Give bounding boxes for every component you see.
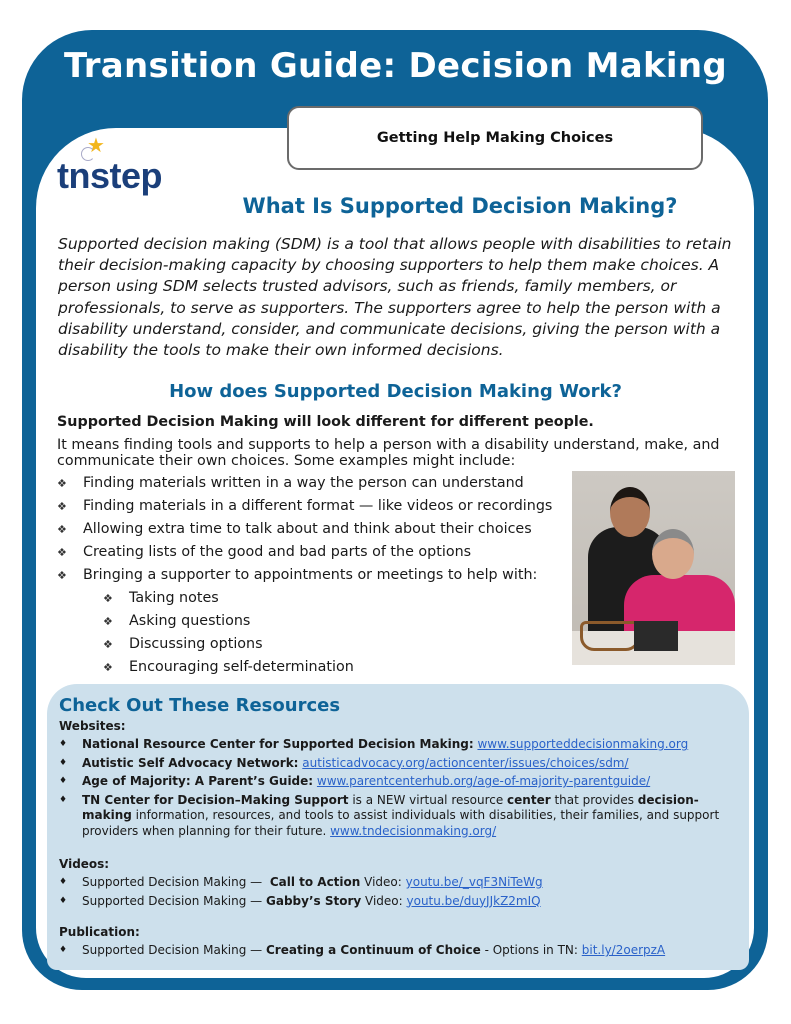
lead-bold-text: Supported Decision Making will look different for different people. [57,414,594,430]
diamond-bullet-icon: ❖ [103,638,113,651]
list-item: ❖ Finding materials written in a way the person can understand [57,472,567,495]
diamond-bullet-icon: ❖ [57,477,67,490]
websites-label: Websites: [59,719,126,733]
list-item: ❖ Finding materials in a different format — like videos or recordings [57,495,567,518]
page-title: Transition Guide: Decision Making [63,46,728,86]
diamond-bullet-icon: ♦ [59,757,68,768]
logo-wordmark: tnstep [57,155,162,196]
resource-link[interactable]: www.supporteddecisionmaking.org [477,737,689,751]
videos-list [59,875,739,912]
list-item: ♦ Autistic Self Advocacy Network: autisticadvocacy.org/actioncenter/issues/choices/sdm/ [59,755,629,770]
list-item: ❖ Creating lists of the good and bad parts of the options [57,541,567,564]
examples-list [57,472,567,679]
diamond-bullet-icon: ❖ [103,615,113,628]
videos-label: Videos: [59,857,110,871]
list-item: ♦ Age of Majority: A Parent’s Guide: www.parentcenterhub.org/age-of-majority-parentguide/ [59,774,651,788]
list-item: ♦ National Resource Center for Supported Decision Making: www.supporteddecisionmaking.org [59,737,689,751]
diamond-bullet-icon: ❖ [103,592,113,605]
sub-list-item: ❖ Discussing options [57,633,567,656]
intro-paragraph: Supported decision making (SDM) is a tool that allows people with disabilities to retain their decision-making capacity by choosing supporters to help them make choices. A person using SDM selects trusted advisors, such as friends, family members, or professionals, to serve as supporters. The supporters agree to help the person with a disability understand, consider, and communicate decisions, giving the person with a disability the tools to make their own informed decisions. [58,235,732,360]
sub-list-item: ❖ Encouraging self-determination [57,656,567,679]
video-link[interactable]: youtu.be/_vqF3NiTeWg [405,875,543,889]
lead-text: It means finding tools and supports to help a person with a disability understand, make, and communicate their own choices. Some examples might include: [57,437,720,469]
diamond-bullet-icon: ❖ [57,569,67,582]
diamond-bullet-icon: ❖ [57,500,67,513]
diamond-bullet-icon: ❖ [57,546,67,559]
sub-list-item: ❖ Taking notes [57,587,567,610]
section-heading-what-is-sdm: What Is Supported Decision Making? [242,194,678,218]
list-item: ♦ Supported Decision Making — Call to Action Video: youtu.be/_vqF3NiTeWg [59,875,543,889]
tnstep-logo [57,135,177,197]
sub-list-item: ❖ Asking questions [57,610,567,633]
list-item: ♦ Supported Decision Making — Gabby’s Story Video: youtu.be/duyJJkZ2mIQ [59,893,541,908]
list-item: ❖ Bringing a supporter to appointments or meetings to help with: [57,564,567,587]
video-link[interactable]: youtu.be/duyJJkZ2mIQ [406,893,541,908]
section-heading-how-it-works: How does Supported Decision Making Work? [169,381,622,402]
list-item: ♦ Supported Decision Making — Creating a Continuum of Choice - Options in TN: bit.ly/2oerpzA [59,943,666,957]
diamond-bullet-icon: ❖ [57,523,67,536]
websites-list [59,737,739,842]
diamond-bullet-icon: ♦ [59,776,68,786]
resource-link[interactable]: www.parentcenterhub.org/age-of-majority-parentguide/ [316,774,651,788]
resources-heading: Check Out These Resources [59,695,341,716]
publication-link[interactable]: bit.ly/2oerpzA [581,943,666,957]
publication-label: Publication: [59,925,140,939]
subtitle-text: Getting Help Making Choices [376,130,614,146]
resource-link[interactable]: www.tndecisionmaking.org/ [330,823,497,838]
list-item: ♦ TN Center for Decision–Making Support is a NEW virtual resource center that provides decision-making information, resources, and tools to assist individuals with disabilities, their families, and support providers when planning for their future. www.tndecisionmaking.org/ [59,792,720,838]
diamond-bullet-icon: ♦ [59,877,68,887]
star-icon: ★ [87,133,105,157]
subtitle-box [287,106,703,170]
diamond-bullet-icon: ♦ [59,895,68,906]
diamond-bullet-icon: ♦ [59,945,68,955]
diamond-bullet-icon: ♦ [59,794,68,805]
resource-link[interactable]: autisticadvocacy.org/actioncenter/issues/choices/sdm/ [302,755,629,770]
photo-two-women [572,471,735,665]
list-item: ❖ Allowing extra time to talk about and think about their choices [57,518,567,541]
diamond-bullet-icon: ♦ [59,739,68,749]
diamond-bullet-icon: ❖ [103,661,113,674]
publication-list [59,943,739,962]
